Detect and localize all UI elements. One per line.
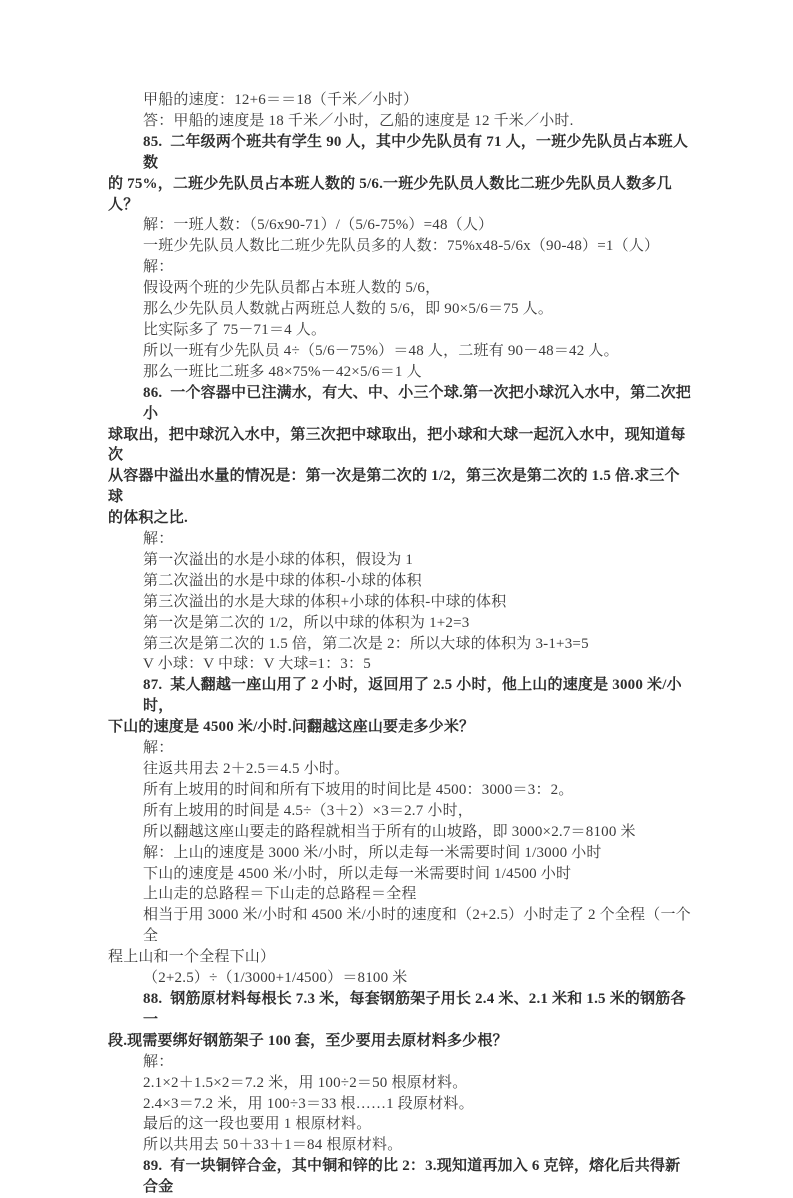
text-line: 89. 有一块铜锌合金，其中铜和锌的比 2：3.现知道再加入 6 克锌，熔化后共得新合金 xyxy=(143,1158,681,1196)
text-line: 答：甲船的速度是 18 千米／小时，乙船的速度是 12 千米／小时. xyxy=(143,112,574,129)
text-line: 所以一班有少先队员 4÷（5/6－75%）＝48 人，二班有 90－48＝42 人。 xyxy=(143,342,619,359)
text-line: 那么少先队员人数就占两班总人数的 5/6，即 90×5/6＝75 人。 xyxy=(143,301,554,318)
text-line: 88. 钢筋原材料每根长 7.3 米，每套钢筋架子用长 2.4 米、2.1 米和 1.5 米的钢筋各一 xyxy=(143,990,686,1028)
text-line: 第一次是第二次的 1/2，所以中球的体积为 1+2=3 xyxy=(143,614,470,631)
text-line: 最后的这一段也要用 1 根原材料。 xyxy=(143,1116,372,1133)
text-line: 所有上坡用的时间和所有下坡用的时间比是 4500：3000＝3：2。 xyxy=(143,781,574,798)
text-line: 一班少先队员人数比二班少先队员多的人数：75%x48-5/6x（90-48）=1（人） xyxy=(143,238,660,255)
text-line: 比实际多了 75－71＝4 人。 xyxy=(143,321,327,338)
text-line: 第三次是第二次的 1.5 倍，第二次是 2：所以大球的体积为 3-1+3=5 xyxy=(143,635,589,652)
text-line: 上山走的总路程＝下山走的总路程＝全程 xyxy=(143,886,417,903)
text-line: 第一次溢出的水是小球的体积，假设为 1 xyxy=(143,551,414,568)
text-line: 2.4×3＝7.2 米，用 100÷3＝33 根……1 段原材料。 xyxy=(143,1095,474,1112)
text-line: 第二次溢出的水是中球的体积-小球的体积 xyxy=(143,572,422,589)
text-line: 相当于用 3000 米/小时和 4500 米/小时的速度和（2+2.5）小时走了 2 个全程（一个全 xyxy=(143,907,691,945)
text-line: 的 75%，二班少先队员占本班人数的 5/6.一班少先队员人数比二班少先队员人数多几人？ xyxy=(108,175,672,213)
text-line: V 小球：V 中球：V 大球=1：3：5 xyxy=(143,656,371,673)
text-line: 87. 某人翻越一座山用了 2 小时，返回用了 2.5 小时，他上山的速度是 3000 米/小时， xyxy=(143,677,682,715)
text-line: 下山的速度是 4500 米/小时.问翻越这座山要走多少米？ xyxy=(108,719,475,736)
text-line: 2.1×2＋1.5×2＝7.2 米，用 100÷2＝50 根原材料。 xyxy=(143,1074,468,1091)
text-line: 85. 二年级两个班共有学生 90 人，其中少先队员有 71 人，一班少先队员占本班人数 xyxy=(143,133,689,171)
text-line: 那么一班比二班多 48×75%－42×5/6＝1 人 xyxy=(143,363,422,380)
text-line: 第三次溢出的水是大球的体积+小球的体积-中球的体积 xyxy=(143,593,507,610)
text-line: 解：上山的速度是 3000 米/小时，所以走每一米需要时间 1/3000 小时 xyxy=(143,844,602,861)
text-line: 解： xyxy=(143,531,174,548)
text-line: 段.现需要绑好钢筋架子 100 套，至少要用去原材料多少根？ xyxy=(108,1032,508,1049)
text-line: 程上山和一个全程下山） xyxy=(108,949,276,966)
text-line: 解： xyxy=(143,1053,174,1070)
text-line: 所有上坡用的时间是 4.5÷（3＋2）×3＝2.7 小时， xyxy=(143,802,473,819)
text-line: 甲船的速度：12+6＝＝18（千米／小时） xyxy=(143,92,419,108)
text-line: 往返共用去 2＋2.5＝4.5 小时。 xyxy=(143,761,350,777)
text-line: 球取出，把中球沉入水中，第三次把中球取出，把小球和大球一起沉入水中，现知道每次 xyxy=(108,426,686,464)
text-line: 解：一班人数：（5/6x90-71）/（5/6-75%）=48（人） xyxy=(143,217,494,234)
text-line: 解： xyxy=(143,259,174,276)
text-line: 假设两个班的少先队员都占本班人数的 5/6， xyxy=(143,280,441,297)
text-line: 从容器中溢出水量的情况是：第一次是第二次的 1/2，第三次是第二次的 1.5 倍.求三个球 xyxy=(108,468,680,506)
text-block xyxy=(108,90,693,1198)
text-line: 下山的速度是 4500 米/小时，所以走每一米需要时间 1/4500 小时 xyxy=(143,865,572,882)
text-line: （2+2.5）÷（1/3000+1/4500）＝8100 米 xyxy=(143,970,408,987)
text-line: 所以共用去 50＋33＋1＝84 根原材料。 xyxy=(143,1137,403,1154)
text-line: 解： xyxy=(143,740,174,757)
text-line: 86. 一个容器中已注满水，有大、中、小三个球.第一次把小球沉入水中，第二次把小 xyxy=(143,384,692,422)
text-line: 的体积之比. xyxy=(108,510,188,527)
text-line: 所以翻越这座山要走的路程就相当于所有的山坡路，即 3000×2.7＝8100 米 xyxy=(143,823,636,840)
